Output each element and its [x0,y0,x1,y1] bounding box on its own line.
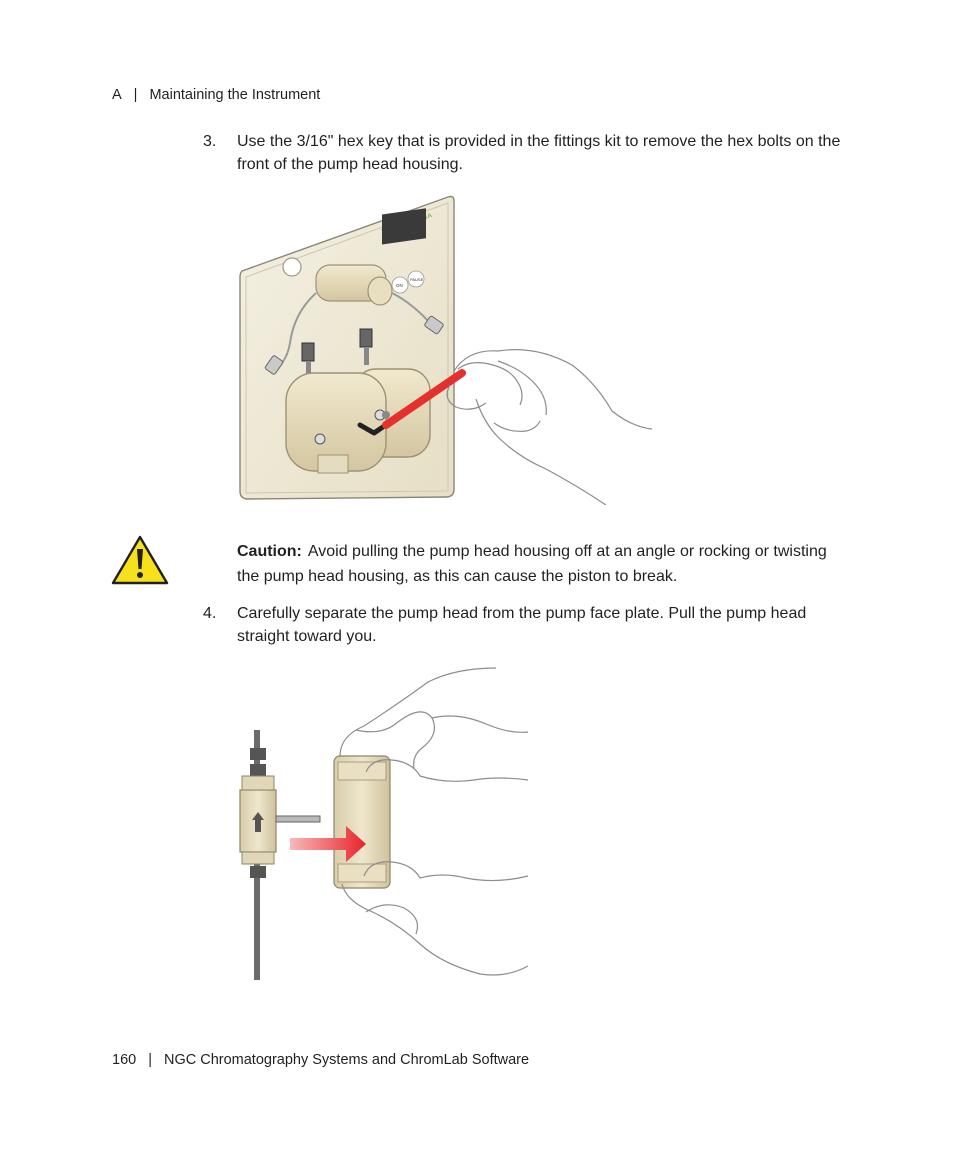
running-header [112,87,320,103]
caution-note [237,539,837,589]
pause-button-label: PAUSE [410,277,424,282]
section-title: Maintaining the Instrument [149,87,321,103]
header-separator: | [133,87,138,103]
pump-head-separation-illustration [236,664,536,980]
document-title: NGC Chromatography Systems and ChromLab Software [163,1052,530,1068]
step-text: Use the 3/16" hex key that is provided in the fittings kit to remove the hex bolts on the front of the pump head housing. [237,133,841,173]
caution-text: Avoid pulling the pump head housing off at an angle or rocking or twisting the pump head housing, as this can cause the piston to break. [237,543,827,585]
step-number: 3. [203,133,217,150]
plate-label: 1A [423,212,433,221]
running-footer [112,1052,529,1068]
warning-triangle-icon [111,535,169,585]
hex-key-removal-illustration [236,193,656,505]
page-number: 160 [112,1052,137,1068]
step-text: Carefully separate the pump head from the pump face plate. Pull the pump head straight toward you. [237,605,807,645]
caution-label: Caution: [237,543,302,560]
on-button-label: ON [396,283,403,288]
section-letter: A [112,87,122,103]
step-number: 4. [203,605,217,622]
footer-separator: | [148,1052,152,1068]
